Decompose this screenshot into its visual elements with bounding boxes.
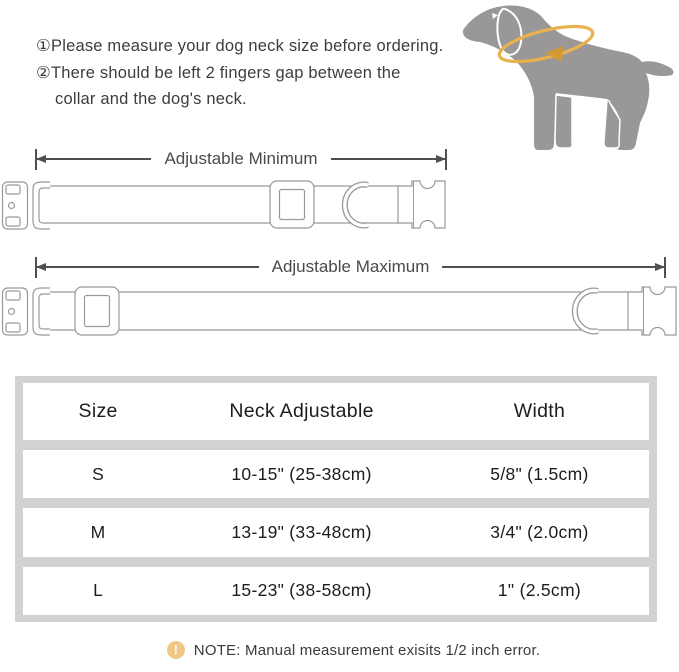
cell-width: 3/4" (2.0cm)	[490, 522, 589, 543]
size-table-header-row	[23, 383, 649, 440]
cell-neck-adjustable: 10-15" (25-38cm)	[231, 463, 372, 484]
metal-buckle-slot-top	[6, 291, 20, 300]
exclamation-circle-icon: !	[167, 641, 185, 659]
cell-width: 1" (2.5cm)	[497, 580, 581, 601]
collar-maximum-diagram	[0, 283, 679, 341]
table-row-s	[23, 450, 649, 498]
adjustable-minimum-measure	[35, 148, 447, 170]
cell-size: L	[93, 580, 104, 601]
collar-maximum-parts	[3, 287, 637, 335]
arrow-left-icon	[37, 158, 151, 160]
dog-with-measuring-tape-icon	[459, 0, 679, 160]
instruction-line-1: ①Please measure your dog neck size before ordering.	[36, 37, 444, 55]
measurement-note	[0, 641, 679, 659]
dog-far-front-leg	[555, 95, 572, 148]
note-text: NOTE: Manual measurement exisits 1/2 inch error.	[193, 641, 541, 659]
quick-release-buckle	[398, 181, 445, 228]
triglide-slider-inner	[85, 296, 110, 327]
table-row-m	[23, 508, 649, 556]
adjustable-minimum-label: Adjustable Minimum	[164, 149, 318, 168]
triglide-slider-inner	[280, 190, 305, 220]
metal-buckle-bracket	[33, 182, 50, 229]
instruction-line-2: ②There should be left 2 fingers gap between the	[36, 63, 401, 82]
column-header-width: Width	[513, 400, 566, 423]
metal-buckle-bracket	[33, 288, 50, 335]
arrow-left-icon	[37, 266, 259, 268]
collar-strap	[36, 292, 636, 330]
table-row-l	[23, 567, 649, 615]
column-header-neck-adjustable: Neck Adjustable	[229, 400, 374, 423]
cell-neck-adjustable: 13-19" (33-48cm)	[231, 522, 372, 543]
metal-buckle-hole	[9, 203, 15, 209]
metal-buckle-slot-top	[6, 185, 20, 194]
cell-size: S	[92, 463, 105, 484]
arrow-right-icon	[331, 158, 445, 160]
quick-release-buckle	[628, 287, 676, 335]
cell-neck-adjustable: 15-23" (38-58cm)	[231, 580, 372, 601]
column-header-size: Size	[78, 400, 118, 423]
cell-width: 5/8" (1.5cm)	[490, 463, 589, 484]
collar-minimum-diagram	[0, 172, 450, 238]
instruction-line-3: collar and the dog's neck.	[55, 90, 247, 108]
measuring-instructions	[36, 33, 456, 113]
adjustable-maximum-measure	[35, 256, 666, 278]
adjustable-maximum-label: Adjustable Maximum	[271, 257, 430, 276]
metal-buckle-slot-bottom	[6, 217, 20, 226]
metal-buckle-hole	[9, 309, 15, 315]
dog-measuring-illustration	[459, 0, 679, 160]
cell-size: M	[90, 522, 106, 543]
metal-buckle-slot-bottom	[6, 323, 20, 332]
arrow-right-icon	[442, 266, 664, 268]
size-table	[15, 376, 657, 622]
